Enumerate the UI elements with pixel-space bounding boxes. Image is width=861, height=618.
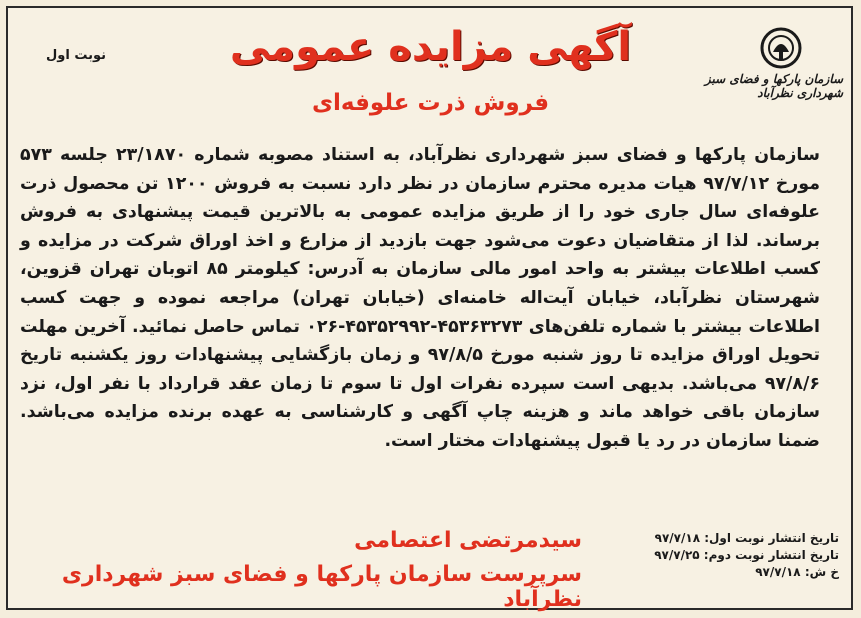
notice-paragraph: سازمان پارکها و فضای سبز شهرداری نظرآباد، به استناد مصوبه شماره ۲۳/۱۸۷۰ جلسه ۵۷۳ مورخ ۹۷/۷/۱۲ هیات مدیره محترم سازمان در نظر دارد نسبت به فروش ۱۲۰۰ تن محصول ذرت علوفه‌ای سال جاری خود را از طریق مزایده عمومی به بالاترین قیمت پیشنهادی به فروش برساند. لذا از متقاضیان دعوت می‌شود جهت بازدید از مزارع و اخذ اوراق شرکت در مزایده و کسب اطلاعات بیشتر به واحد امور مالی سازمان به آدرس: کیلومتر ۸۵ اتوبان تهران قزوین، شهرستان نظرآباد، خیابان آیت‌اله خامنه‌ای (خیابان تهران) مراجعه نموده و جهت کسب اطلاعات بیشتر با شماره تلفن‌های ۴۵۳۶۳۲۷۳-۴۵۳۵۲۹۹۲-۰۲۶ تماس حاصل نمائید. آخرین مهلت تحویل اوراق مزایده تا روز شنبه مورخ ۹۷/۸/۵ و زمان بازگشایی پیشنهادات روز یکشنبه تاریخ ۹۷/۸/۶ می‌باشد. بدیهی است سپرده نفرات اول تا سوم تا زمان عقد قرارداد با نفر اول، نزد سازمان باقی خواهد ماند و هزینه چاپ آگهی و کارشناسی به عهده برنده مزایده می‌باشد. ضمنا سازمان در رد یا قبول پیشنهادات مختار است.: [20, 145, 821, 451]
first-publication-date: تاریخ انتشار نوبت اول: ۹۷/۷/۱۸: [654, 531, 839, 545]
notice-body: [20, 141, 820, 456]
publication-dates: [579, 530, 839, 581]
organization-logo-text: سازمان پارکها و فضای سبز شهرداری نظرآباد: [704, 72, 843, 100]
notice-title: آگهی مزایده عمومی: [229, 24, 632, 70]
signatory-name: سیدمرتضی اعتصامی: [354, 528, 582, 553]
signatory-title: سرپرست سازمان پارکها و فضای سبز شهرداری نظرآباد: [61, 562, 582, 612]
edition-label: نوبت اول: [46, 48, 107, 63]
second-publication-date: تاریخ انتشار نوبت دوم: ۹۷/۷/۲۵: [654, 548, 839, 562]
registration-code-date: خ ش: ۹۷/۷/۱۸: [755, 565, 839, 579]
notice-subtitle: فروش ذرت علوفه‌ای: [311, 90, 550, 116]
